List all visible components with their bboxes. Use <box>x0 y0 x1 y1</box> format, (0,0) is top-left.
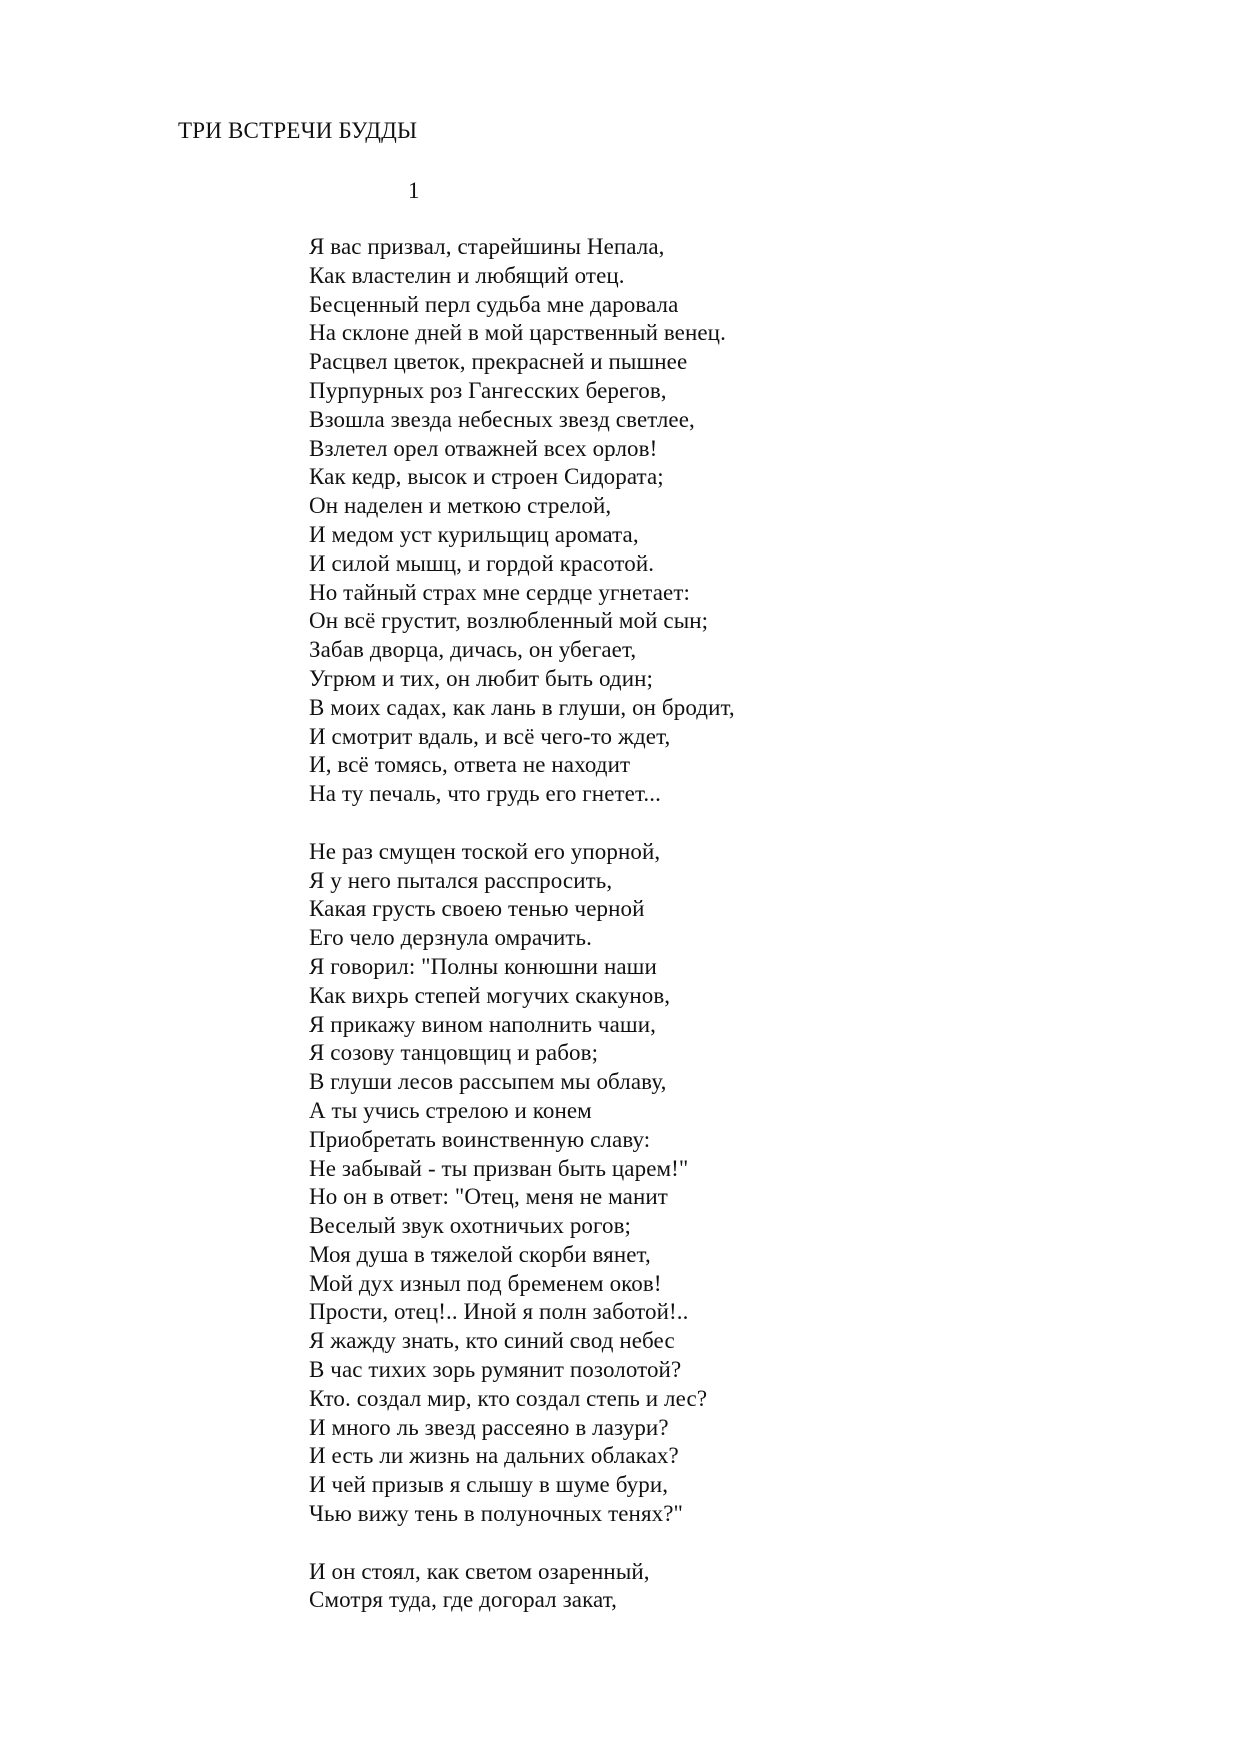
poem-line: И есть ли жизнь на дальних облаках? <box>309 1443 679 1469</box>
poem-line: Но он в ответ: "Отец, меня не манит <box>309 1184 668 1210</box>
poem-line: Какая грусть своею тенью черной <box>309 896 645 922</box>
poem-line: Приобретать воинственную славу: <box>309 1126 651 1152</box>
poem-line: Моя душа в тяжелой скорби вянет, <box>309 1241 651 1267</box>
poem-line: Расцвел цветок, прекрасней и пышнее <box>309 349 688 375</box>
poem-line: Пурпурных роз Гангесских берегов, <box>309 377 667 403</box>
poem-line: Кто. создал мир, кто создал степь и лес? <box>309 1385 708 1411</box>
stanza <box>309 1558 735 1616</box>
poem-line: Я прикажу вином наполнить чаши, <box>309 1011 656 1037</box>
poem-line: В час тихих зорь румянит позолотой? <box>309 1357 682 1383</box>
poem-line: Взлетел орел отважней всех орлов! <box>309 435 658 461</box>
poem-line: Прости, отец!.. Иной я полн заботой!.. <box>309 1299 689 1325</box>
poem-line: Но тайный страх мне сердце угнетает: <box>309 579 690 605</box>
poem-line: Он всё грустит, возлюбленный мой сын; <box>309 608 709 634</box>
poem-line: Угрюм и тих, он любит быть один; <box>309 665 654 691</box>
document-title: ТРИ ВСТРЕЧИ БУДДЫ <box>178 118 418 143</box>
poem-line: И силой мышц, и гордой красотой. <box>309 550 655 576</box>
poem-line: И медом уст курильщиц аромата, <box>309 521 639 547</box>
poem-line: Я говорил: "Полны конюшни наши <box>309 953 657 979</box>
poem-line: Веселый звук охотничьих рогов; <box>309 1213 632 1239</box>
poem-line: На склоне дней в мой царственный венец. <box>309 320 726 346</box>
poem-line: И он стоял, как светом озаренный, <box>309 1558 650 1584</box>
poem-line: Я созову танцовщиц и рабов; <box>309 1040 599 1066</box>
poem-line: Забав дворца, дичась, он убегает, <box>309 637 637 663</box>
poem-line: И смотрит вдаль, и всё чего-то ждет, <box>309 723 671 749</box>
poem-line: Как властелин и любящий отец. <box>309 262 625 288</box>
poem-line: Я жажду знать, кто синий свод небес <box>309 1328 675 1354</box>
poem-line: В глуши лесов рассыпем мы облаву, <box>309 1069 667 1095</box>
poem-line: Не забывай - ты призван быть царем!" <box>309 1155 689 1181</box>
stanza <box>309 838 735 1529</box>
poem-line: А ты учись стрелою и конем <box>309 1097 592 1123</box>
poem-body <box>309 233 735 1615</box>
poem-line: Как кедр, высок и строен Сидората; <box>309 464 664 490</box>
poem-line: Он наделен и меткою стрелой, <box>309 493 612 519</box>
poem-line: Не раз смущен тоской его упорной, <box>309 838 661 864</box>
stanza <box>309 233 735 809</box>
poem-line: И чей призыв я слышу в шуме бури, <box>309 1472 669 1498</box>
poem-line: Я у него пытался расспросить, <box>309 867 613 893</box>
poem-line: На ту печаль, что грудь его гнетет... <box>309 781 661 807</box>
poem-line: И, всё томясь, ответа не находит <box>309 752 631 778</box>
poem-line: Чью вижу тень в полуночных тенях?" <box>309 1501 684 1527</box>
poem-line: Взошла звезда небесных звезд светлее, <box>309 406 695 432</box>
poem-line: Бесценный перл судьба мне даровала <box>309 291 679 317</box>
poem-line: Его чело дерзнула омрачить. <box>309 925 592 951</box>
poem-line: В моих садах, как лань в глуши, он бродит, <box>309 694 735 720</box>
poem-line: Я вас призвал, старейшины Непала, <box>309 234 665 259</box>
poem-line: Как вихрь степей могучих скакунов, <box>309 982 671 1008</box>
poem-line: Мой дух изныл под бременем оков! <box>309 1270 662 1296</box>
poem-line: Смотря туда, где догорал закат, <box>309 1587 618 1613</box>
section-number: 1 <box>408 178 420 203</box>
poem-line: И много ль звезд рассеяно в лазури? <box>309 1414 669 1440</box>
